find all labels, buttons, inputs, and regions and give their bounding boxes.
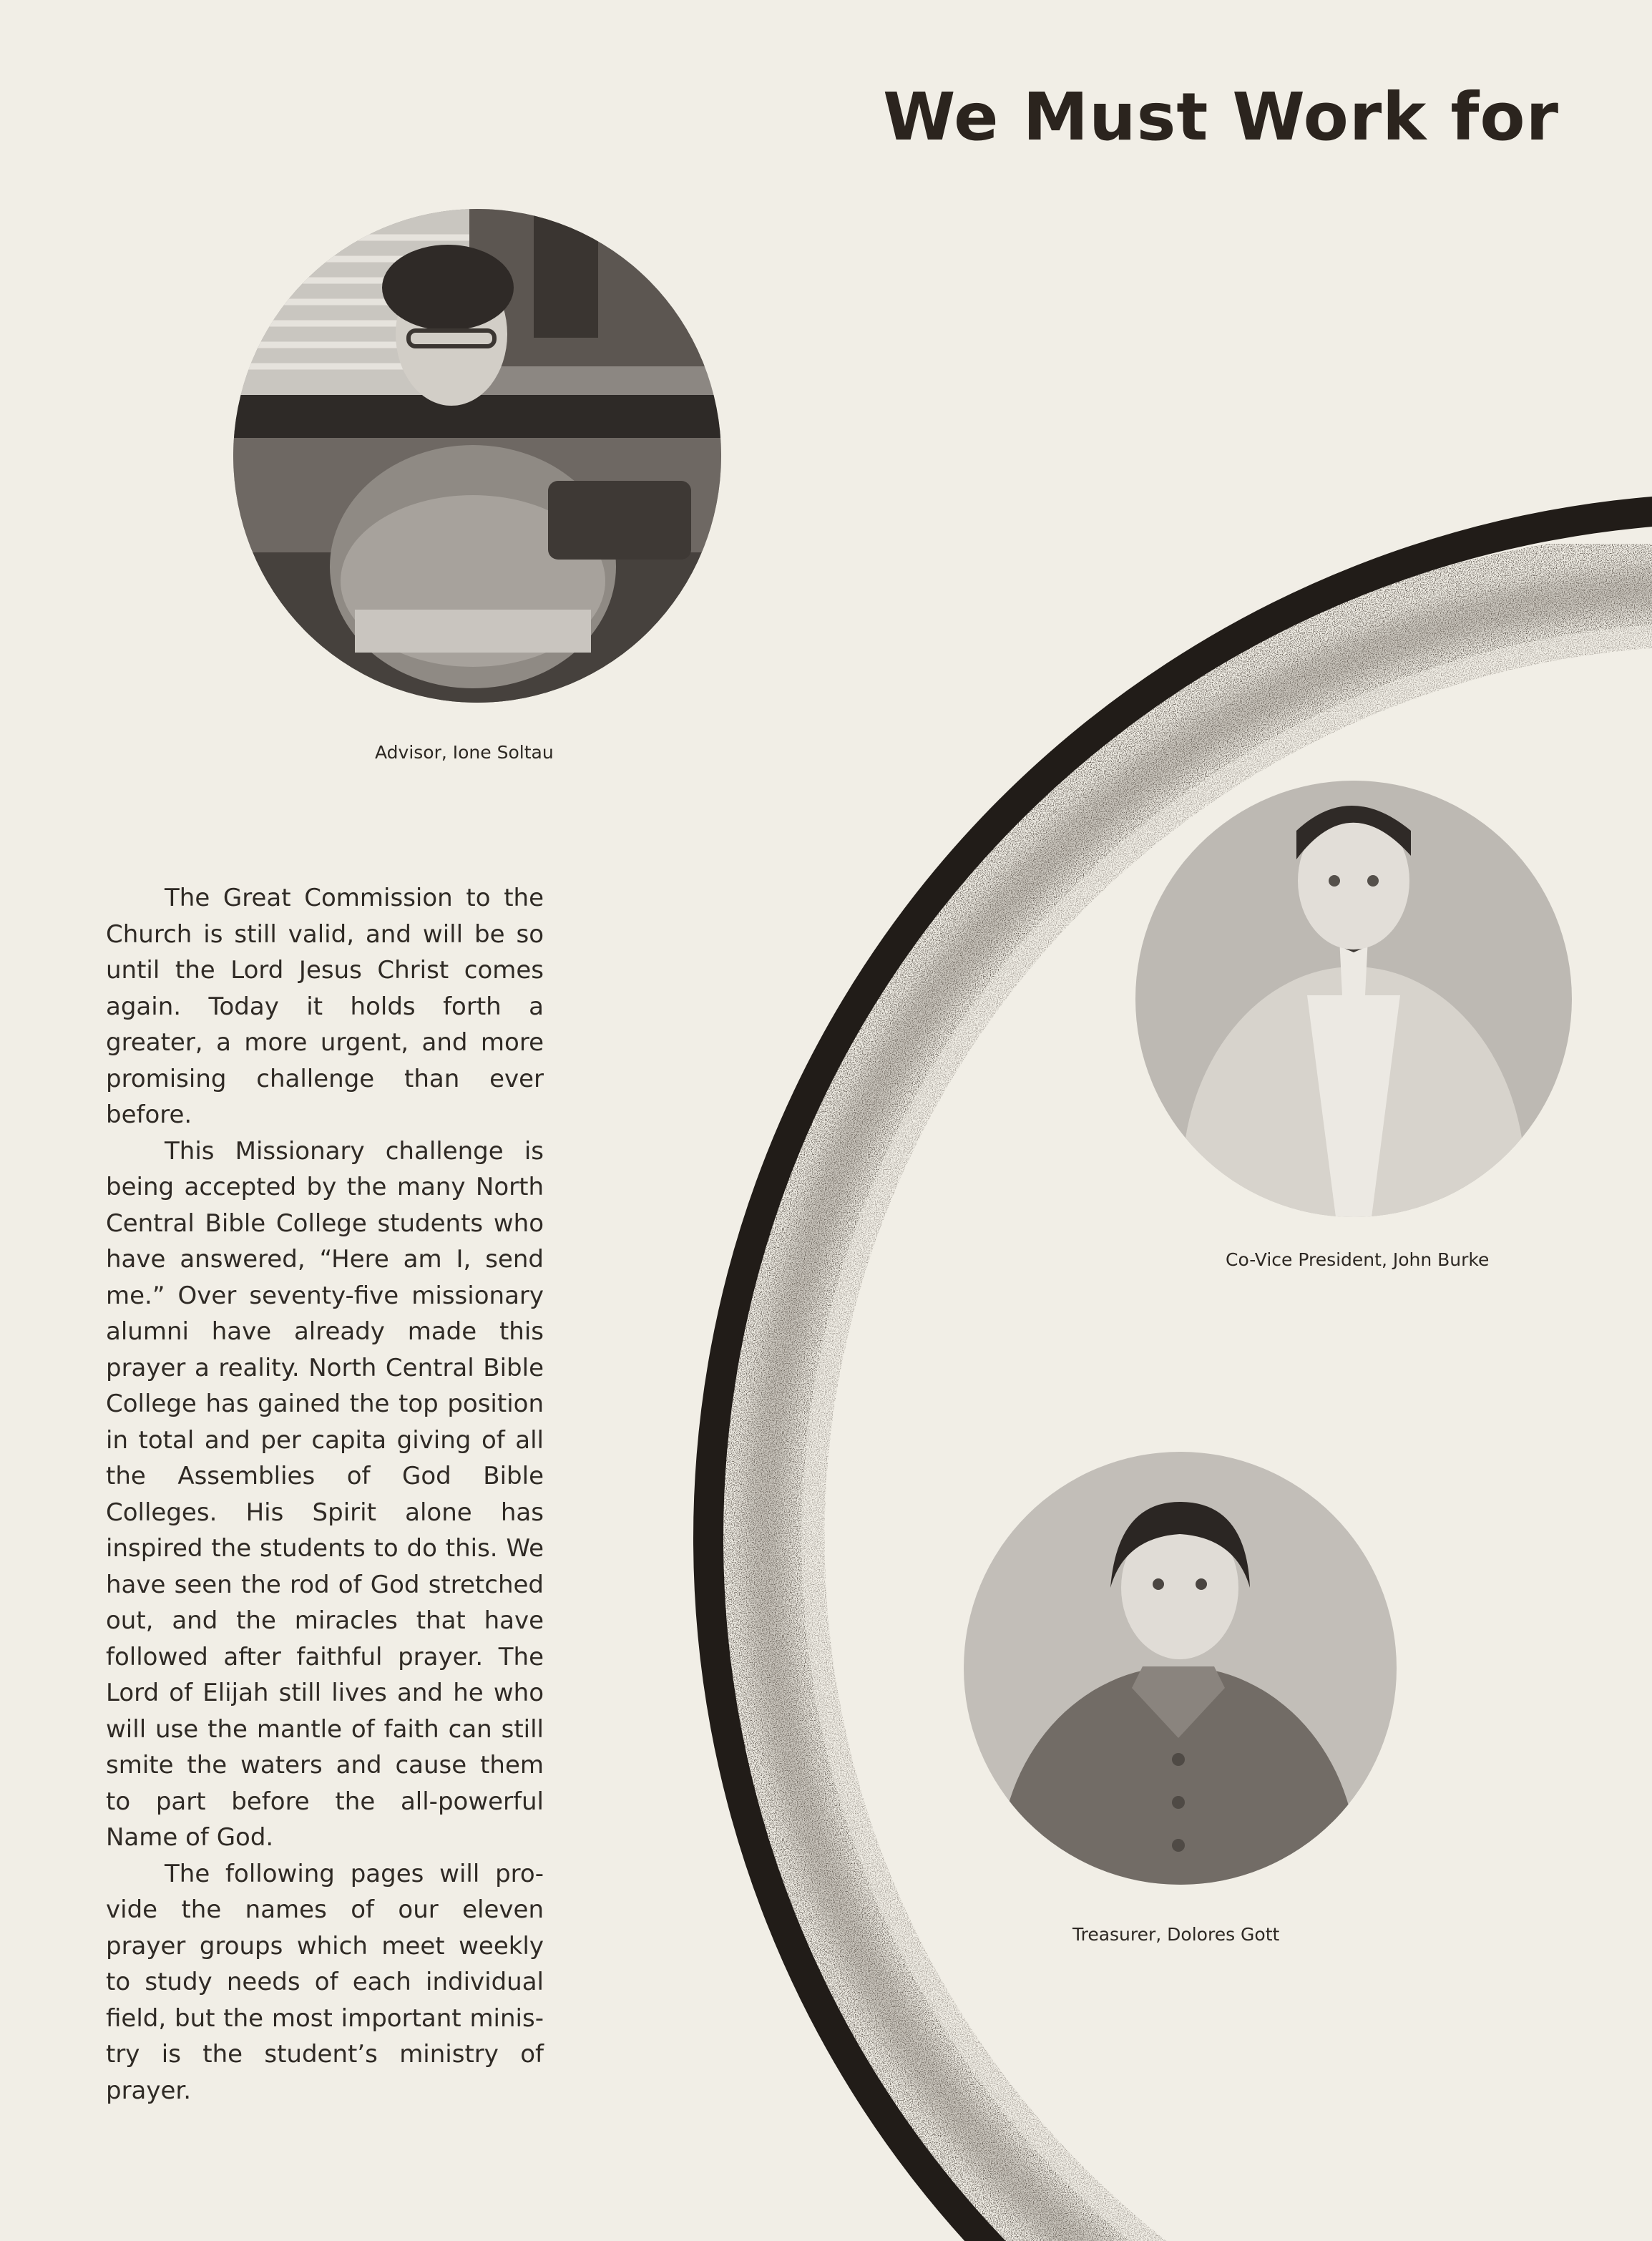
- body-paragraph: The Great Commission to the Church is still valid, and will be so until the Lord Jesus Christ comes again. Today it holds forth a greater, a more urgent, and more promising challenge than ever before.: [106, 884, 544, 1129]
- advisor-caption: Advisor, Ione Soltau: [375, 742, 554, 763]
- body-text: [106, 880, 544, 2109]
- advisor-photo: [233, 209, 721, 703]
- co-vice-president-photo: [1135, 781, 1572, 1217]
- page-title: We Must Work for: [882, 79, 1559, 155]
- body-paragraph: This Missionary challenge is being accepted by the many North Central Bible College students who have answered, “Here am I, send me.” Over seventy-five missionary alumni have already made this prayer a reality. North Central Bible College has gained the top position in total and per capita giving of all the Assemblies of God Bible Colleges. His Spirit alone has inspired the students to do this. We have seen the rod of God stretched out, and the miracles that have followed after faithful prayer. The Lord of Elijah still lives and he who will use the mantle of faith can still smite the waters and cause them to part before the all-powerful Name of God.: [106, 1136, 544, 1852]
- treasurer-photo: [964, 1452, 1397, 1885]
- body-paragraph: The following pages will provide the names of our eleven prayer groups which meet weekly to study needs of each individual field, but the most important ministry is the student’s ministry of prayer.: [106, 1859, 544, 2105]
- co-vice-president-caption: Co-Vice President, John Burke: [1226, 1249, 1490, 1270]
- treasurer-caption: Treasurer, Dolores Gott: [1072, 1924, 1280, 1945]
